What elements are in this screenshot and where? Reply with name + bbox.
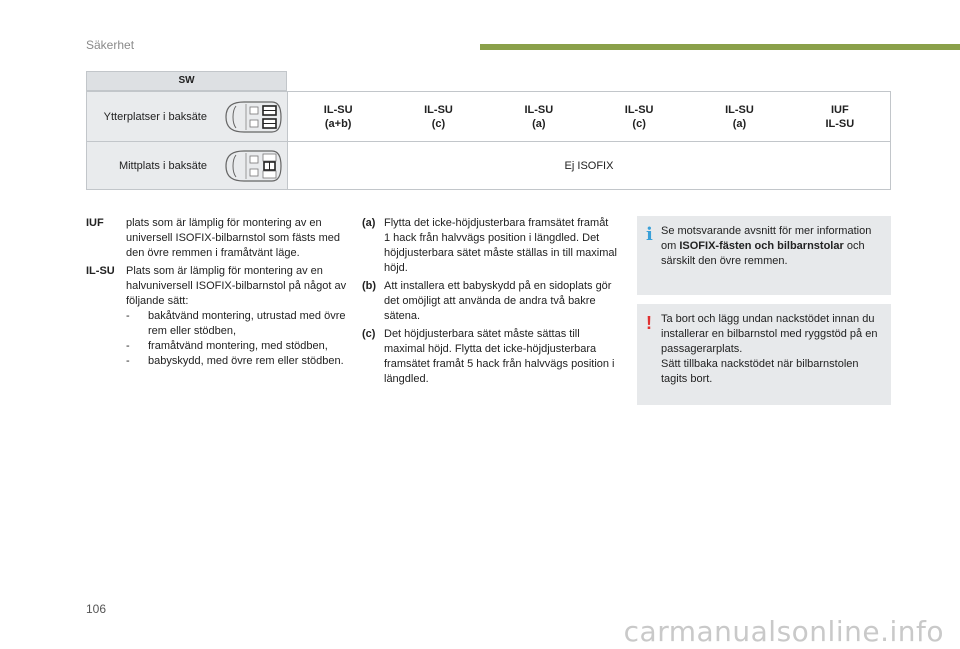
note-term: (a): [362, 217, 376, 229]
note-term: (b): [362, 280, 377, 292]
table-row: [87, 92, 890, 142]
warning-note-box: [637, 304, 891, 405]
cell-line2: (c): [632, 117, 646, 130]
definition-desc: plats som är lämplig för montering av en universell ISOFIX-bilbarnstol som fästs med den övre remmen i framåtvänt läge.: [126, 217, 340, 259]
warning-text-2: Sätt tillbaka nackstödet när bilbarnstolen tagits bort.: [661, 358, 859, 385]
cell-line2: (a): [732, 117, 747, 130]
list-item: [126, 354, 348, 369]
row-label: Mittplats i baksäte: [118, 159, 207, 172]
row-cells: [288, 142, 890, 189]
table-cell-wide: Ej ISOFIX: [564, 159, 614, 172]
table-row: [87, 142, 890, 189]
car-middle-seat-icon: [222, 148, 284, 184]
table-grid: [86, 91, 891, 190]
list-item: [126, 309, 348, 339]
table-cell: [589, 92, 689, 141]
cell-line2: IL-SU: [825, 117, 855, 130]
bullet-dash: -: [126, 355, 130, 367]
cell-line1: IL-SU: [524, 103, 554, 116]
cell-line1: IL-SU: [725, 103, 754, 116]
bullet-dash: -: [126, 310, 130, 322]
table-cell: [790, 92, 890, 141]
warning-text-1: Ta bort och lägg undan nackstödet innan du installerar en bilbarnstol med ryggstöd på en passagerarplats.: [661, 313, 878, 355]
definition-term: IL-SU: [86, 265, 115, 277]
note-term: (c): [362, 328, 376, 340]
row-label: Ytterplatser i baksäte: [103, 110, 207, 123]
section-title: Säkerhet: [86, 38, 135, 52]
definition-term: IUF: [86, 217, 104, 229]
cell-line2: (a+b): [324, 117, 352, 130]
row-label-cell: [87, 92, 288, 141]
info-text-bold: ISOFIX-fästen och bilbarnstolar: [679, 240, 844, 252]
row-cells: [288, 92, 890, 141]
definitions-column: [86, 216, 348, 372]
isofix-table: [86, 71, 891, 190]
list-item: [126, 339, 348, 354]
car-outer-seats-icon: [222, 99, 284, 135]
definition-desc: Plats som är lämplig för montering av en halvuniversell ISOFIX-bilbarnstol på något av följande sätt:: [126, 265, 347, 307]
table-cell: [489, 92, 589, 141]
cell-line1: IL-SU: [624, 103, 654, 116]
cell-line2: (c): [431, 117, 446, 130]
table-cell: [388, 92, 488, 141]
cell-line2: (a): [532, 117, 546, 130]
notes-column: [362, 216, 617, 390]
page-number: 106: [86, 602, 107, 616]
cell-line1: IL-SU: [424, 103, 453, 116]
info-text-pre: Se motsvarande avsnitt för mer information om: [661, 225, 872, 252]
bullet-list: [126, 309, 348, 369]
info-icon: i: [646, 224, 653, 245]
bullet-text: babyskydd, med övre rem eller stödben.: [148, 355, 344, 367]
definition-body: [126, 264, 348, 369]
watermark: carmanualsonline.info: [623, 615, 944, 648]
row-label-cell: [87, 142, 288, 189]
definition-item: [86, 216, 348, 261]
note-item: [362, 279, 617, 324]
note-desc: Det höjdjusterbara sätet måste sättas till maximal höjd. Flytta det icke-höjdjusterbara framsätet framåt 5 hack från halvvägs position i längdled.: [384, 328, 615, 385]
bullet-text: framåtvänd montering, med stödben,: [148, 340, 328, 352]
table-cell: [288, 92, 388, 141]
cell-line1: IL-SU: [323, 103, 353, 116]
bullet-dash: -: [126, 340, 130, 352]
table-head: SW: [86, 71, 287, 91]
bullet-text: bakåtvänd montering, utrustad med övre rem eller stödben,: [148, 310, 346, 337]
table-cell: [689, 92, 789, 141]
note-desc: Flytta det icke-höjdjusterbara framsätet framåt 1 hack från halvvägs position i längdled. Det höjdjusterbara sätet måste ställas in till maximal höjd.: [384, 217, 617, 274]
warning-icon: !: [646, 313, 652, 333]
definition-item: [86, 264, 348, 369]
cell-line1: IUF: [830, 103, 849, 116]
info-text-post: och särskilt den övre remmen.: [661, 240, 865, 267]
note-item: [362, 216, 617, 276]
note-desc: Att installera ett babyskydd på en sidoplats gör det omöjligt att använda de andra två bakre sätena.: [384, 280, 612, 322]
note-item: [362, 327, 617, 387]
info-note-box: [637, 216, 891, 295]
section-accent-bar: [480, 44, 960, 50]
